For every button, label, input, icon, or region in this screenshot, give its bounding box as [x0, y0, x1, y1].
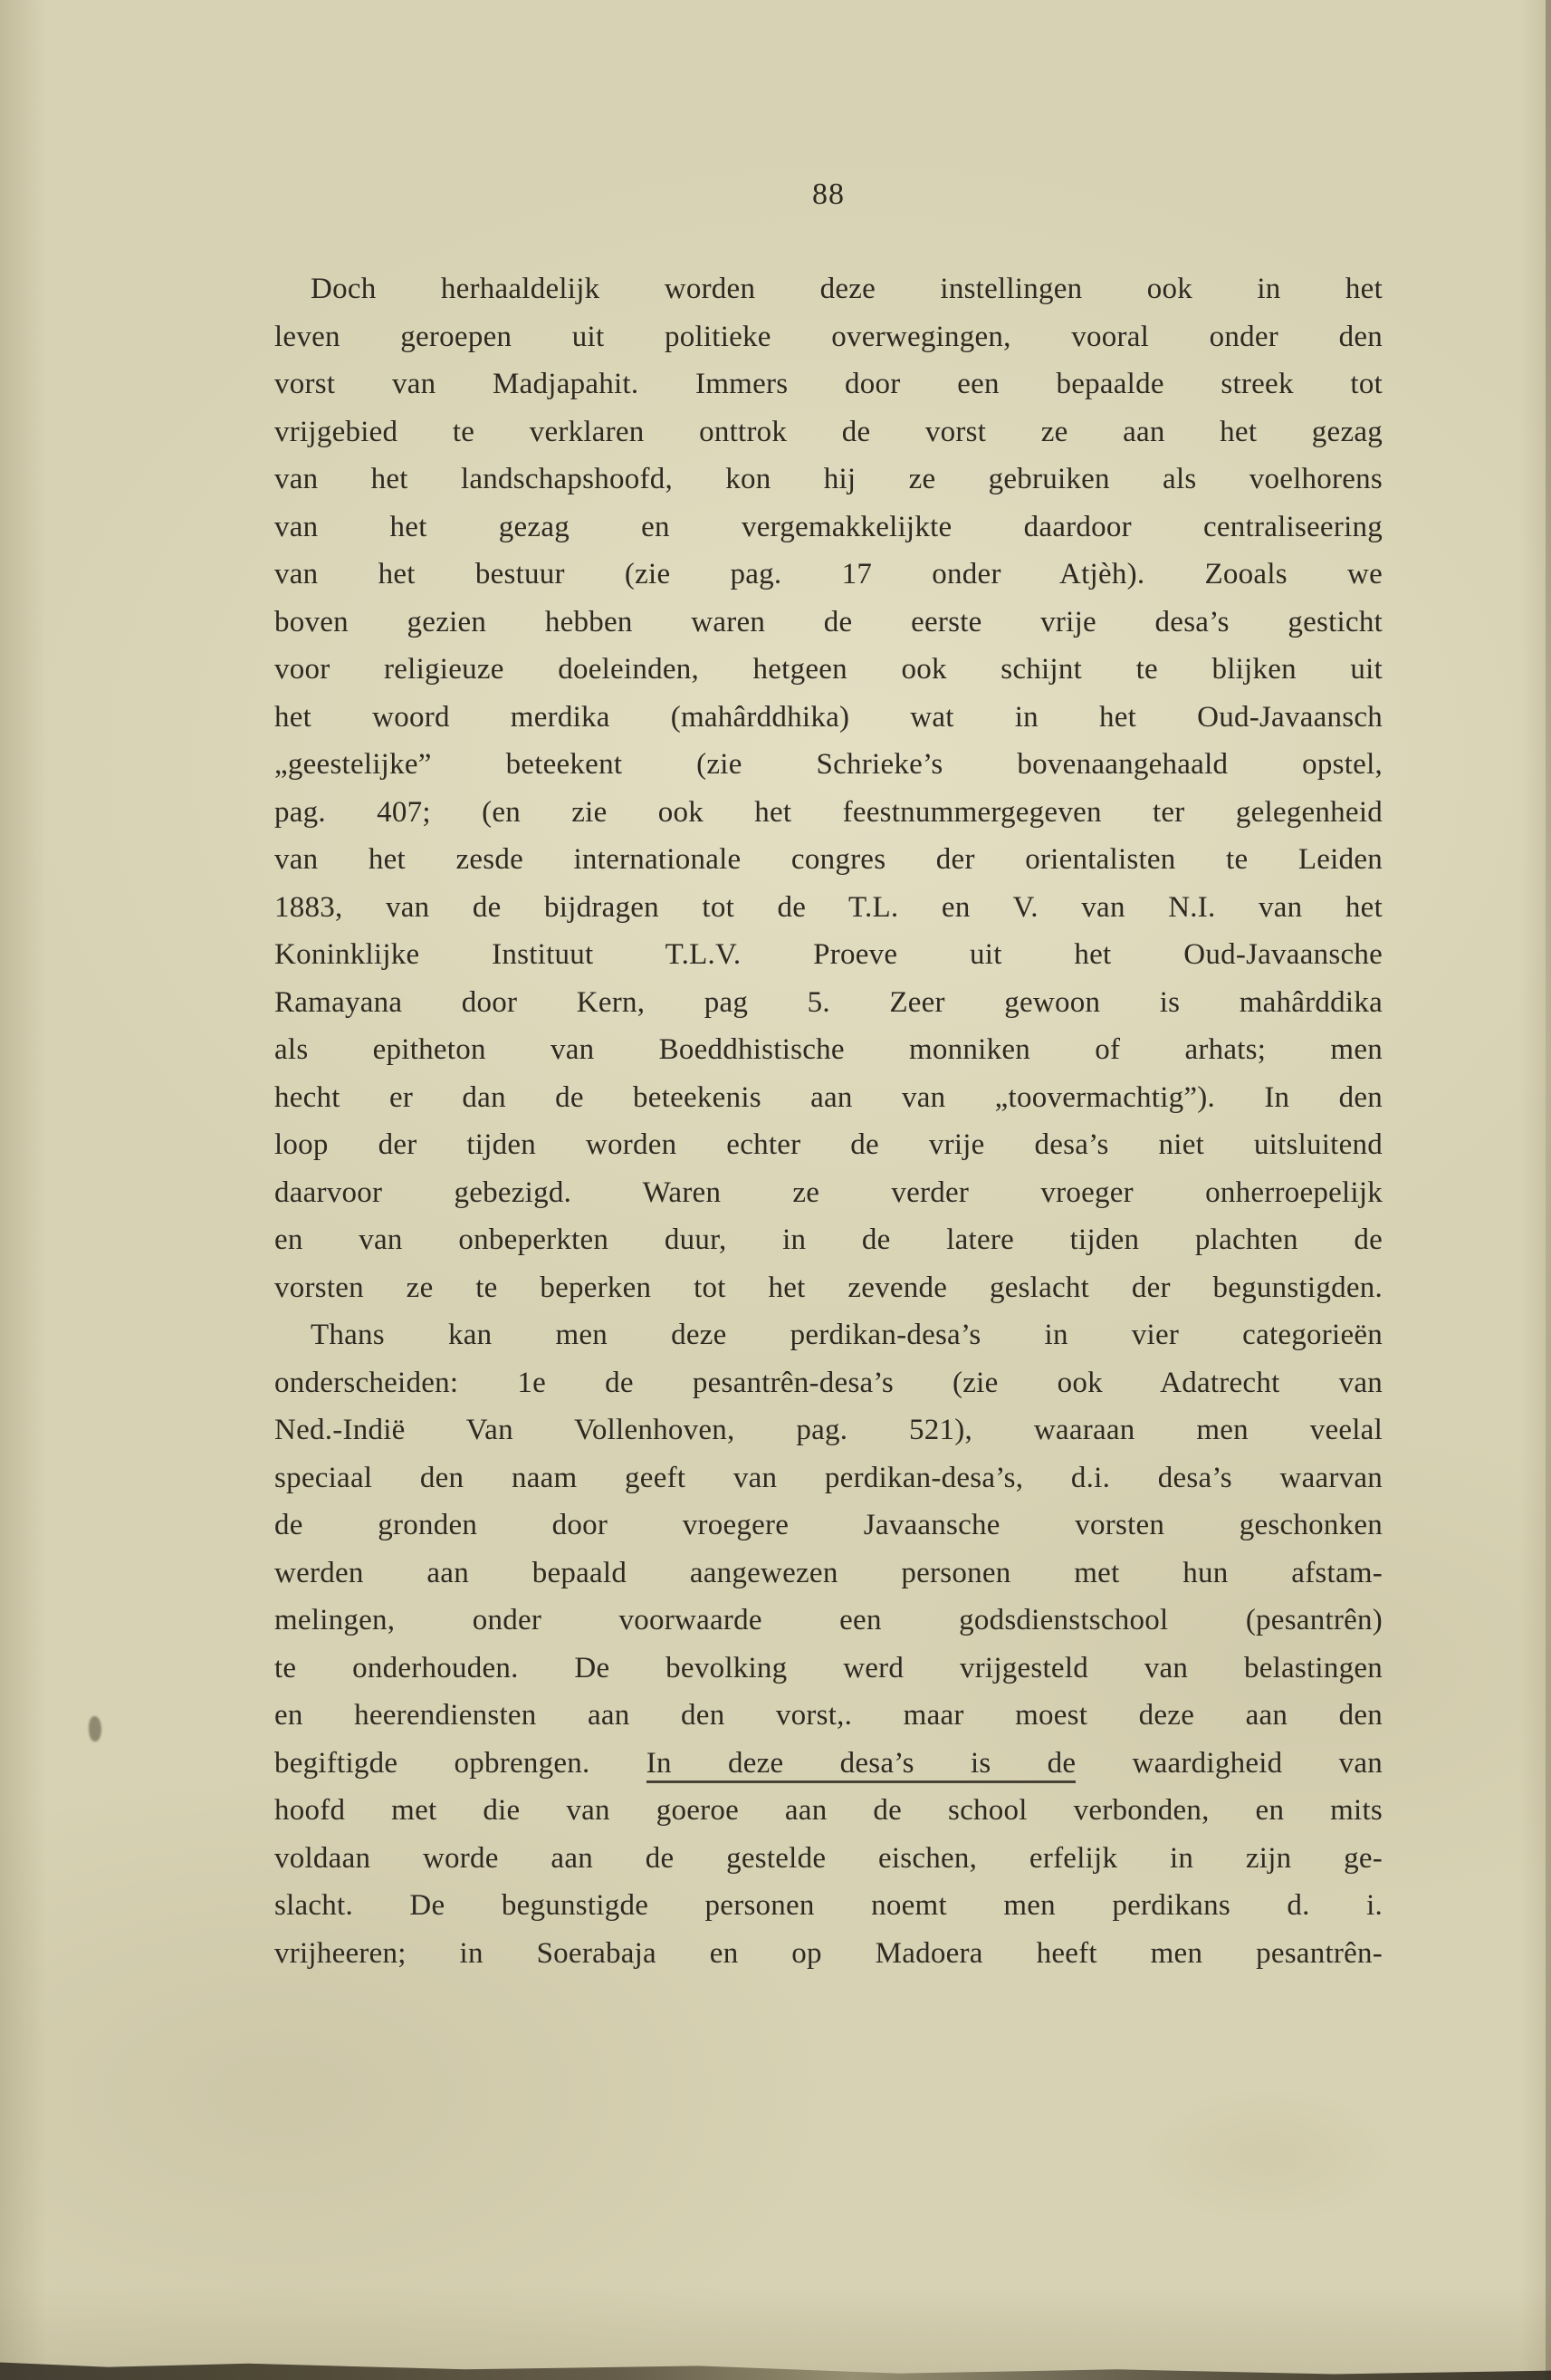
text-line [274, 504, 1383, 552]
scan-edge-right [1546, 0, 1551, 2380]
line-segment: boven gezien hebben waren de eerste vrije desa’s gesticht [274, 605, 1383, 638]
line-segment: Ned.-Indië Van Vollenhoven, pag. 521), waaraan men veelal [274, 1414, 1383, 1446]
text-line [274, 1264, 1383, 1312]
text-block [274, 265, 1383, 1977]
line-segment: van het landschapshoofd, kon hij ze gebruiken als voelhorens [274, 463, 1383, 495]
text-line [274, 456, 1383, 504]
paragraph-1 [274, 265, 1383, 1311]
text-line [274, 1359, 1383, 1407]
line-segment: loop der tijden worden echter de vrije desa’s niet uitsluitend [274, 1128, 1383, 1161]
text-line [274, 1882, 1383, 1930]
line-segment: als epitheton van Boeddhistische monniken of arhats; men [274, 1033, 1383, 1066]
line-segment: voor religieuze doeleinden, hetgeen ook schijnt te blijken uit [274, 653, 1383, 686]
line-segment: pag. 407; (en zie ook het feestnummergegeven ter gelegenheid [274, 795, 1383, 829]
text-line [274, 1645, 1383, 1693]
text-line [274, 694, 1383, 742]
line-segment: en van onbeperkten duur, in de latere tijden plachten de [274, 1224, 1383, 1256]
line-segment: en heerendiensten aan den vorst,. maar moest deze aan den [274, 1699, 1383, 1732]
line-segment: Doch herhaaldelijk worden deze instellingen ook in het [311, 273, 1383, 305]
text-line [274, 1550, 1383, 1598]
text-line [274, 884, 1383, 932]
line-segment: begiftigde opbrengen. [274, 1746, 646, 1780]
line-segment: het woord merdika (mahârddhika) wat in het Oud-Javaansch [274, 700, 1383, 734]
line-segment: slacht. De begunstigde personen noemt men perdikans d. i. [274, 1889, 1383, 1922]
line-segment: waardigheid van [1076, 1746, 1383, 1780]
line-segment: vorst van Madjapahit. Immers door een bepaalde streek tot [274, 368, 1383, 400]
text-line [274, 741, 1383, 789]
line-segment: 1883, van de bijdragen tot de T.L. en V. van N.I. van het [274, 890, 1383, 924]
text-line [274, 836, 1383, 884]
text-line [274, 1216, 1383, 1264]
text-line [274, 1930, 1383, 1978]
text-line [274, 1406, 1383, 1454]
text-line [274, 1835, 1383, 1883]
text-line [274, 1169, 1383, 1217]
text-line [274, 551, 1383, 599]
text-line [274, 1074, 1383, 1122]
text-line [274, 1121, 1383, 1169]
text-line [274, 1454, 1383, 1502]
text-line [274, 1502, 1383, 1550]
line-segment: van het bestuur (zie pag. 17 onder Atjèh). Zooals we [274, 558, 1383, 590]
line-segment: Ramayana door Kern, pag 5. Zeer gewoon is mahârddika [274, 985, 1383, 1019]
line-segment: vorsten ze te beperken tot het zevende geslacht der begunstigden. [274, 1271, 1383, 1304]
text-line [274, 1311, 1383, 1359]
line-segment: werden aan bepaald aangewezen personen met hun afstam- [274, 1556, 1383, 1589]
line-segment: hecht er dan de beteekenis aan van „toovermachtig”). In den [274, 1080, 1383, 1114]
text-line [274, 265, 1383, 313]
text-line [274, 313, 1383, 361]
line-segment: Koninklijke Instituut T.L.V. Proeve uit het Oud-Javaansche [274, 938, 1383, 971]
line-segment: van het zesde internationale congres der orientalisten te Leiden [274, 843, 1383, 876]
line-segment: onderscheiden: 1e de pesantrên-desa’s (zie ook Adatrecht van [274, 1366, 1383, 1399]
ink-smudge [89, 1716, 101, 1742]
text-line [274, 789, 1383, 837]
text-line [274, 1597, 1383, 1645]
text-line [274, 408, 1383, 456]
line-segment: Thans kan men deze perdikan-desa’s in vier categorieën [311, 1319, 1383, 1351]
line-segment: melingen, onder voorwaarde een godsdienstschool (pesantrên) [274, 1604, 1383, 1636]
text-line [274, 1740, 1383, 1788]
scan-edge-bottom [0, 2356, 1551, 2380]
line-segment: „geestelijke” beteekent (zie Schrieke’s bovenaangehaald opstel, [274, 748, 1383, 781]
text-line [274, 599, 1383, 647]
paper-stain [1132, 2083, 1403, 2228]
text-line [274, 1692, 1383, 1740]
text-line [274, 931, 1383, 979]
line-segment: speciaal den naam geeft van perdikan-desa’s, d.i. desa’s waarvan [274, 1461, 1383, 1494]
text-line [274, 1026, 1383, 1074]
line-segment: de gronden door vroegere Javaansche vorsten geschonken [274, 1509, 1383, 1541]
line-segment: vrijheeren; in Soerabaja en op Madoera heeft men pesantrên- [274, 1936, 1383, 1970]
text-line [274, 1787, 1383, 1835]
line-segment: hoofd met die van goeroe aan de school verbonden, en mits [274, 1794, 1383, 1827]
text-line [274, 979, 1383, 1027]
paragraph-2 [274, 1311, 1383, 1977]
text-line [274, 646, 1383, 694]
line-segment: vrijgebied te verklaren onttrok de vorst ze aan het gezag [274, 415, 1383, 448]
page-number: 88 [812, 178, 845, 211]
line-segment: daarvoor gebezigd. Waren ze verder vroeger onherroepelijk [274, 1176, 1383, 1209]
underlined-text: In deze desa’s is de [646, 1747, 1077, 1783]
line-segment: van het gezag en vergemakkelijkte daardoor centraliseering [274, 510, 1383, 543]
line-segment: voldaan worde aan de gestelde eischen, erfelijk in zijn ge- [274, 1841, 1383, 1875]
line-segment: te onderhouden. De bevolking werd vrijgesteld van belastingen [274, 1651, 1383, 1684]
text-line [274, 360, 1383, 408]
line-segment: leven geroepen uit politieke overwegingen, vooral onder den [274, 320, 1383, 353]
